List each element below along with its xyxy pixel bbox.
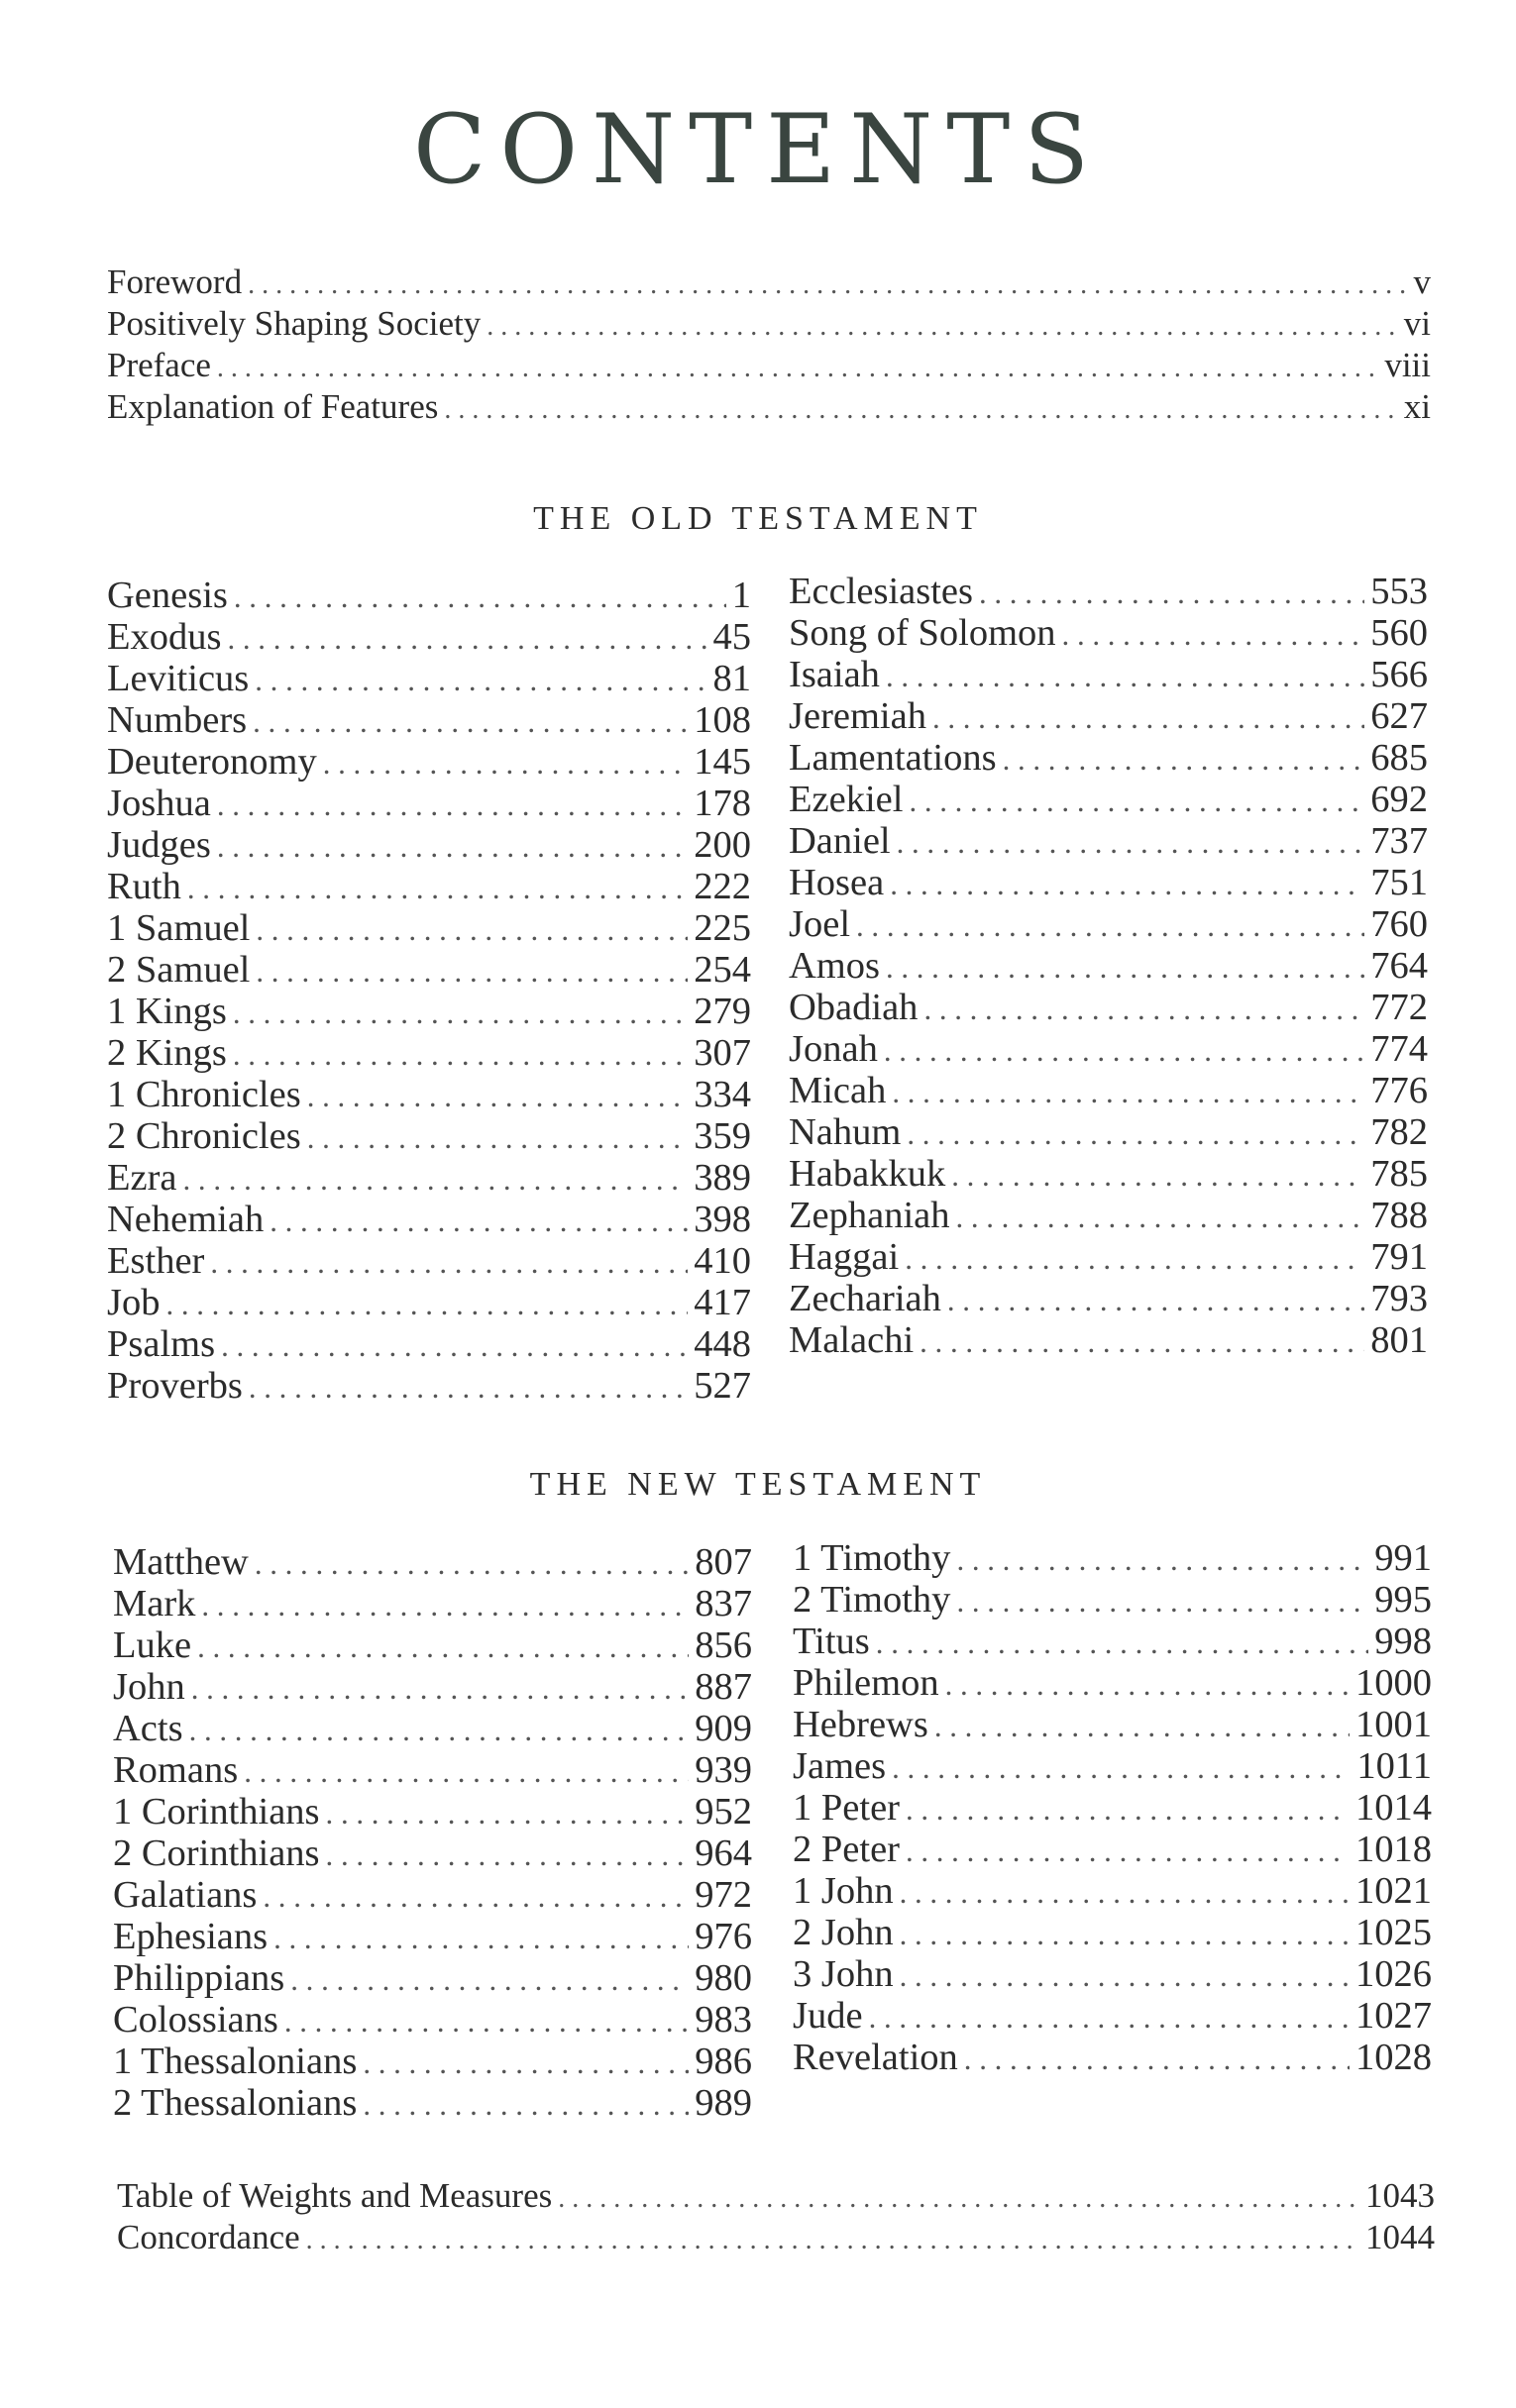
toc-entry-label: Jeremiah bbox=[789, 695, 926, 737]
toc-entry-label: Luke bbox=[113, 1624, 192, 1666]
dot-leader bbox=[210, 1242, 688, 1284]
toc-entry-label: Joel bbox=[789, 903, 851, 945]
toc-entry bbox=[789, 1195, 1428, 1236]
dot-leader bbox=[856, 905, 1364, 947]
dot-leader bbox=[955, 1197, 1364, 1238]
toc-entry-label: Nehemiah bbox=[107, 1199, 265, 1240]
toc-entry-label: Habakkuk bbox=[789, 1153, 946, 1195]
dot-leader bbox=[876, 1623, 1368, 1664]
toc-entry-label: 3 John bbox=[793, 1953, 894, 1995]
dot-leader bbox=[363, 2084, 689, 2126]
dot-leader bbox=[284, 2001, 689, 2042]
dot-leader bbox=[248, 264, 1407, 306]
toc-entry-page-number: 627 bbox=[1370, 695, 1428, 737]
toc-entry-label: 2 Timothy bbox=[793, 1579, 951, 1621]
dot-leader bbox=[217, 785, 688, 826]
page-title: CONTENTS bbox=[412, 94, 1104, 205]
toc-entry-page-number: 145 bbox=[694, 741, 751, 783]
toc-entry-page-number: 952 bbox=[695, 1791, 752, 1832]
toc-entry-label: Matthew bbox=[113, 1541, 249, 1583]
toc-entry bbox=[113, 1874, 752, 1916]
toc-entry-label: Explanation of Features bbox=[107, 387, 439, 426]
toc-entry-page-number: vi bbox=[1403, 304, 1431, 343]
toc-entry-page-number: 279 bbox=[694, 991, 751, 1032]
toc-entry bbox=[789, 1319, 1428, 1361]
toc-entry bbox=[107, 949, 751, 991]
toc-entry-page-number: 887 bbox=[695, 1666, 752, 1708]
toc-entry-page-number: 45 bbox=[712, 616, 751, 658]
toc-entry bbox=[117, 2217, 1435, 2258]
toc-entry bbox=[107, 866, 751, 907]
toc-entry bbox=[789, 1070, 1428, 1111]
toc-entry bbox=[113, 1541, 752, 1583]
toc-entry-page-number: 410 bbox=[694, 1240, 751, 1282]
toc-entry-page-number: 560 bbox=[1370, 612, 1428, 654]
dot-leader bbox=[191, 1668, 690, 1710]
toc-entry bbox=[789, 695, 1428, 737]
toc-entry bbox=[113, 2041, 752, 2082]
toc-entry bbox=[107, 1365, 751, 1407]
toc-entry-page-number: 1028 bbox=[1355, 2037, 1432, 2078]
toc-entry bbox=[113, 1791, 752, 1832]
dot-leader bbox=[884, 1030, 1364, 1072]
toc-entry bbox=[107, 1199, 751, 1240]
toc-entry-page-number: xi bbox=[1403, 387, 1431, 426]
toc-entry-label: Revelation bbox=[793, 2037, 958, 2078]
dot-leader bbox=[869, 1997, 1350, 2039]
toc-entry bbox=[107, 575, 751, 616]
dot-leader bbox=[934, 1706, 1350, 1747]
toc-entry bbox=[113, 1957, 752, 1999]
toc-entry-label: Song of Solomon bbox=[789, 612, 1056, 654]
toc-entry-label: Galatians bbox=[113, 1874, 258, 1916]
toc-entry bbox=[107, 1115, 751, 1157]
dot-leader bbox=[228, 618, 707, 660]
toc-entry-page-number: 976 bbox=[695, 1916, 752, 1957]
toc-entry-page-number: 1026 bbox=[1355, 1953, 1432, 1995]
toc-entry-label: 1 Thessalonians bbox=[113, 2041, 358, 2082]
dot-leader bbox=[263, 1876, 689, 1918]
dot-leader bbox=[900, 1914, 1350, 1955]
toc-entry-page-number: 856 bbox=[695, 1624, 752, 1666]
toc-entry bbox=[113, 1749, 752, 1791]
toc-entry bbox=[113, 1624, 752, 1666]
toc-entry-label: Mark bbox=[113, 1583, 196, 1624]
toc-entry-page-number: 1011 bbox=[1356, 1745, 1432, 1787]
toc-entry bbox=[789, 1028, 1428, 1070]
toc-entry-label: Deuteronomy bbox=[107, 741, 317, 783]
dot-leader bbox=[290, 1959, 689, 2001]
toc-entry bbox=[793, 1912, 1432, 1953]
dot-leader bbox=[892, 1072, 1364, 1113]
toc-entry-label: Positively Shaping Society bbox=[107, 304, 482, 343]
dot-leader bbox=[487, 306, 1398, 348]
toc-entry-page-number: 791 bbox=[1370, 1236, 1428, 1278]
toc-entry-label: Esther bbox=[107, 1240, 205, 1282]
dot-leader bbox=[244, 1751, 689, 1793]
dot-leader bbox=[307, 1076, 689, 1117]
toc-entry-label: Romans bbox=[113, 1749, 239, 1791]
toc-entry-page-number: 995 bbox=[1374, 1579, 1432, 1621]
toc-entry bbox=[793, 2037, 1432, 2078]
toc-entry-page-number: 1018 bbox=[1355, 1829, 1432, 1870]
toc-entry-page-number: 785 bbox=[1370, 1153, 1428, 1195]
toc-entry-label: Jonah bbox=[789, 1028, 878, 1070]
front-matter-list bbox=[107, 262, 1431, 428]
toc-entry bbox=[793, 1870, 1432, 1912]
toc-entry-label: Judges bbox=[107, 824, 211, 866]
toc-entry-label: 2 Thessalonians bbox=[113, 2082, 358, 2124]
toc-entry-label: Ephesians bbox=[113, 1916, 269, 1957]
toc-entry-label: Preface bbox=[107, 346, 211, 384]
toc-entry bbox=[113, 1583, 752, 1624]
toc-entry-page-number: 837 bbox=[695, 1583, 752, 1624]
dot-leader bbox=[270, 1201, 688, 1242]
toc-entry-label: James bbox=[793, 1745, 887, 1787]
dot-leader bbox=[256, 951, 688, 993]
toc-entry-label: Ezekiel bbox=[789, 779, 904, 820]
toc-entry-label: Ecclesiastes bbox=[789, 571, 973, 612]
dot-leader bbox=[187, 868, 688, 909]
toc-entry-page-number: 788 bbox=[1370, 1195, 1428, 1236]
toc-entry-label: 2 John bbox=[793, 1912, 894, 1953]
toc-entry-page-number: 774 bbox=[1370, 1028, 1428, 1070]
toc-entry-page-number: 389 bbox=[694, 1157, 751, 1199]
toc-entry-label: Acts bbox=[113, 1708, 183, 1749]
toc-entry bbox=[107, 1282, 751, 1323]
dot-leader bbox=[256, 909, 688, 951]
toc-entry bbox=[107, 1240, 751, 1282]
dot-leader bbox=[444, 389, 1397, 431]
toc-entry-label: 2 Kings bbox=[107, 1032, 227, 1074]
toc-entry bbox=[107, 1157, 751, 1199]
toc-entry-label: Proverbs bbox=[107, 1365, 243, 1407]
toc-entry-label: 1 John bbox=[793, 1870, 894, 1912]
dot-leader bbox=[221, 1325, 688, 1367]
toc-entry-page-number: 359 bbox=[694, 1115, 751, 1157]
toc-entry-page-number: 751 bbox=[1370, 862, 1428, 903]
toc-entry-page-number: 793 bbox=[1370, 1278, 1428, 1319]
toc-entry-page-number: 991 bbox=[1374, 1537, 1432, 1579]
toc-entry-page-number: 398 bbox=[694, 1199, 751, 1240]
toc-entry bbox=[793, 1953, 1432, 1995]
toc-entry bbox=[107, 386, 1431, 428]
dot-leader bbox=[233, 993, 688, 1034]
toc-entry-label: Ruth bbox=[107, 866, 181, 907]
toc-entry bbox=[107, 1323, 751, 1365]
toc-entry-page-number: 200 bbox=[694, 824, 751, 866]
toc-entry-page-number: 108 bbox=[694, 699, 751, 741]
toc-entry bbox=[793, 1704, 1432, 1745]
toc-entry-label: Lamentations bbox=[789, 737, 997, 779]
dot-leader bbox=[956, 1581, 1368, 1623]
toc-entry bbox=[113, 1832, 752, 1874]
toc-entry-page-number: 772 bbox=[1370, 987, 1428, 1028]
toc-entry-page-number: 307 bbox=[694, 1032, 751, 1074]
dot-leader bbox=[183, 1159, 689, 1201]
toc-entry-page-number: 1014 bbox=[1355, 1787, 1432, 1829]
toc-entry-page-number: 527 bbox=[694, 1365, 751, 1407]
toc-entry-label: Psalms bbox=[107, 1323, 216, 1365]
toc-entry bbox=[793, 1537, 1432, 1579]
toc-entry-page-number: 939 bbox=[695, 1749, 752, 1791]
toc-entry-page-number: 222 bbox=[694, 866, 751, 907]
dot-leader bbox=[201, 1585, 689, 1626]
dot-leader bbox=[326, 1834, 690, 1876]
toc-entry bbox=[113, 1666, 752, 1708]
old-testament-heading: THE OLD TESTAMENT bbox=[533, 500, 983, 537]
dot-leader bbox=[945, 1664, 1350, 1706]
toc-entry-label: Haggai bbox=[789, 1236, 900, 1278]
toc-entry bbox=[107, 824, 751, 866]
toc-entry-label: Isaiah bbox=[789, 654, 880, 695]
toc-entry-page-number: 178 bbox=[694, 783, 751, 824]
toc-entry bbox=[113, 1708, 752, 1749]
dot-leader bbox=[234, 576, 726, 618]
dot-leader bbox=[255, 660, 706, 701]
dot-leader bbox=[323, 743, 689, 785]
toc-entry-page-number: 254 bbox=[694, 949, 751, 991]
toc-entry-page-number: 1027 bbox=[1355, 1995, 1432, 2037]
toc-entry-page-number: 782 bbox=[1370, 1111, 1428, 1153]
dot-leader bbox=[951, 1155, 1364, 1197]
toc-entry-page-number: 685 bbox=[1370, 737, 1428, 779]
toc-entry bbox=[117, 2175, 1435, 2217]
dot-leader bbox=[1062, 614, 1365, 656]
toc-entry bbox=[793, 1829, 1432, 1870]
dot-leader bbox=[892, 1747, 1351, 1789]
toc-entry bbox=[113, 2082, 752, 2124]
toc-entry-page-number: 566 bbox=[1370, 654, 1428, 695]
dot-leader bbox=[886, 656, 1364, 697]
dot-leader bbox=[886, 947, 1364, 989]
toc-entry bbox=[107, 1032, 751, 1074]
toc-entry-label: Hosea bbox=[789, 862, 885, 903]
toc-entry-label: Job bbox=[107, 1282, 161, 1323]
toc-entry-page-number: 692 bbox=[1370, 779, 1428, 820]
old-testament-right-column bbox=[789, 571, 1428, 1361]
dot-leader bbox=[307, 1117, 689, 1159]
toc-entry bbox=[793, 1579, 1432, 1621]
dot-leader bbox=[253, 701, 688, 743]
dot-leader bbox=[890, 864, 1364, 905]
toc-entry-page-number: v bbox=[1413, 262, 1431, 301]
toc-entry bbox=[789, 1111, 1428, 1153]
toc-entry bbox=[789, 1278, 1428, 1319]
toc-entry-label: 2 Corinthians bbox=[113, 1832, 320, 1874]
dot-leader bbox=[900, 1872, 1350, 1914]
dot-leader bbox=[363, 2042, 689, 2084]
toc-entry-page-number: 1001 bbox=[1355, 1704, 1432, 1745]
dot-leader bbox=[197, 1626, 689, 1668]
dot-leader bbox=[249, 1367, 688, 1409]
toc-entry-label: Zechariah bbox=[789, 1278, 941, 1319]
toc-entry-label: John bbox=[113, 1666, 185, 1708]
toc-entry-page-number: 553 bbox=[1370, 571, 1428, 612]
toc-entry-label: Daniel bbox=[789, 820, 891, 862]
toc-entry-label: Numbers bbox=[107, 699, 248, 741]
toc-entry-page-number: 998 bbox=[1374, 1621, 1432, 1662]
dot-leader bbox=[947, 1280, 1364, 1321]
toc-entry bbox=[789, 862, 1428, 903]
toc-entry bbox=[107, 699, 751, 741]
toc-entry-label: 1 Corinthians bbox=[113, 1791, 320, 1832]
toc-entry-label: Joshua bbox=[107, 783, 211, 824]
toc-entry bbox=[793, 1995, 1432, 2037]
dot-leader bbox=[558, 2178, 1359, 2220]
toc-entry-label: Ezra bbox=[107, 1157, 177, 1199]
toc-entry-page-number: 801 bbox=[1370, 1319, 1428, 1361]
toc-entry-page-number: viii bbox=[1384, 346, 1431, 384]
toc-entry-page-number: 417 bbox=[694, 1282, 751, 1323]
toc-entry bbox=[789, 654, 1428, 695]
old-testament-left-column bbox=[107, 575, 751, 1407]
dot-leader bbox=[165, 1284, 688, 1325]
dot-leader bbox=[900, 1955, 1350, 1997]
toc-entry bbox=[113, 1916, 752, 1957]
dot-leader bbox=[905, 1238, 1364, 1280]
toc-entry-page-number: 983 bbox=[695, 1999, 752, 2041]
toc-entry-label: Genesis bbox=[107, 575, 228, 616]
toc-entry-label: Nahum bbox=[789, 1111, 902, 1153]
toc-entry bbox=[107, 262, 1431, 303]
toc-entry bbox=[789, 820, 1428, 862]
toc-entry-label: Colossians bbox=[113, 1999, 278, 2041]
toc-entry-label: 1 Chronicles bbox=[107, 1074, 301, 1115]
toc-entry bbox=[789, 779, 1428, 820]
toc-entry-label: Table of Weights and Measures bbox=[117, 2176, 553, 2215]
toc-entry-page-number: 334 bbox=[694, 1074, 751, 1115]
toc-entry-label: Titus bbox=[793, 1621, 870, 1662]
dot-leader bbox=[906, 1789, 1350, 1831]
toc-entry-label: Exodus bbox=[107, 616, 222, 658]
dot-leader bbox=[897, 822, 1365, 864]
toc-entry-label: 1 Peter bbox=[793, 1787, 900, 1829]
dot-leader bbox=[255, 1543, 689, 1585]
toc-entry-label: Jude bbox=[793, 1995, 863, 2037]
toc-entry-page-number: 1044 bbox=[1365, 2218, 1435, 2256]
toc-entry bbox=[107, 1074, 751, 1115]
dot-leader bbox=[233, 1034, 688, 1076]
toc-entry bbox=[107, 907, 751, 949]
toc-entry-page-number: 909 bbox=[695, 1708, 752, 1749]
toc-entry-page-number: 81 bbox=[712, 658, 751, 699]
toc-entry bbox=[107, 741, 751, 783]
toc-entry bbox=[789, 1153, 1428, 1195]
dot-leader bbox=[920, 1321, 1364, 1363]
toc-entry-label: Philemon bbox=[793, 1662, 939, 1704]
toc-entry-page-number: 760 bbox=[1370, 903, 1428, 945]
toc-entry-page-number: 807 bbox=[695, 1541, 752, 1583]
dot-leader bbox=[306, 2220, 1359, 2261]
toc-entry-label: 2 Chronicles bbox=[107, 1115, 301, 1157]
toc-entry-page-number: 776 bbox=[1370, 1070, 1428, 1111]
toc-entry bbox=[789, 612, 1428, 654]
dot-leader bbox=[906, 1831, 1350, 1872]
dot-leader bbox=[932, 697, 1364, 739]
toc-entry-page-number: 764 bbox=[1370, 945, 1428, 987]
toc-entry-page-number: 1025 bbox=[1355, 1912, 1432, 1953]
dot-leader bbox=[909, 781, 1364, 822]
new-testament-right-column bbox=[793, 1537, 1432, 2078]
toc-entry bbox=[107, 658, 751, 699]
toc-entry bbox=[789, 945, 1428, 987]
toc-entry-label: Hebrews bbox=[793, 1704, 928, 1745]
toc-entry bbox=[789, 571, 1428, 612]
dot-leader bbox=[923, 989, 1364, 1030]
toc-entry-label: Foreword bbox=[107, 262, 243, 301]
back-matter-list bbox=[117, 2175, 1435, 2258]
toc-entry bbox=[789, 903, 1428, 945]
dot-leader bbox=[964, 2039, 1350, 2080]
toc-entry-label: 1 Kings bbox=[107, 991, 227, 1032]
new-testament-left-column bbox=[113, 1541, 752, 2124]
toc-entry bbox=[793, 1621, 1432, 1662]
dot-leader bbox=[956, 1539, 1368, 1581]
toc-entry-page-number: 972 bbox=[695, 1874, 752, 1916]
toc-entry-label: 2 Peter bbox=[793, 1829, 900, 1870]
toc-entry bbox=[107, 303, 1431, 345]
toc-entry-label: Philippians bbox=[113, 1957, 285, 1999]
dot-leader bbox=[326, 1793, 690, 1834]
toc-entry-label: 2 Samuel bbox=[107, 949, 251, 991]
toc-entry bbox=[113, 1999, 752, 2041]
toc-entry bbox=[789, 1236, 1428, 1278]
toc-entry bbox=[107, 991, 751, 1032]
toc-entry-label: Leviticus bbox=[107, 658, 250, 699]
dot-leader bbox=[189, 1710, 690, 1751]
toc-entry-page-number: 1021 bbox=[1355, 1870, 1432, 1912]
toc-entry bbox=[793, 1662, 1432, 1704]
dot-leader bbox=[217, 826, 688, 868]
toc-entry-label: 1 Timothy bbox=[793, 1537, 951, 1579]
dot-leader bbox=[979, 573, 1364, 614]
toc-entry bbox=[789, 987, 1428, 1028]
toc-entry-label: Malachi bbox=[789, 1319, 915, 1361]
toc-entry bbox=[793, 1745, 1432, 1787]
toc-entry-page-number: 980 bbox=[695, 1957, 752, 1999]
toc-entry-label: Zephaniah bbox=[789, 1195, 950, 1236]
toc-entry bbox=[107, 783, 751, 824]
toc-entry-label: Concordance bbox=[117, 2218, 300, 2256]
toc-entry bbox=[107, 616, 751, 658]
toc-entry-page-number: 448 bbox=[694, 1323, 751, 1365]
dot-leader bbox=[1003, 739, 1365, 781]
dot-leader bbox=[217, 348, 1378, 389]
dot-leader bbox=[907, 1113, 1364, 1155]
toc-entry-page-number: 1000 bbox=[1355, 1662, 1432, 1704]
toc-entry-label: Obadiah bbox=[789, 987, 919, 1028]
toc-entry-label: Amos bbox=[789, 945, 880, 987]
toc-entry-page-number: 989 bbox=[695, 2082, 752, 2124]
toc-entry bbox=[789, 737, 1428, 779]
new-testament-heading: THE NEW TESTAMENT bbox=[529, 1466, 987, 1503]
toc-entry-label: 1 Samuel bbox=[107, 907, 251, 949]
toc-entry bbox=[793, 1787, 1432, 1829]
toc-entry-page-number: 225 bbox=[694, 907, 751, 949]
toc-entry-label: Micah bbox=[789, 1070, 887, 1111]
toc-entry-page-number: 1 bbox=[731, 575, 751, 616]
toc-entry-page-number: 737 bbox=[1370, 820, 1428, 862]
toc-entry-page-number: 964 bbox=[695, 1832, 752, 1874]
dot-leader bbox=[273, 1918, 689, 1959]
toc-entry bbox=[107, 345, 1431, 386]
toc-entry-page-number: 1043 bbox=[1365, 2176, 1435, 2215]
toc-entry-page-number: 986 bbox=[695, 2041, 752, 2082]
